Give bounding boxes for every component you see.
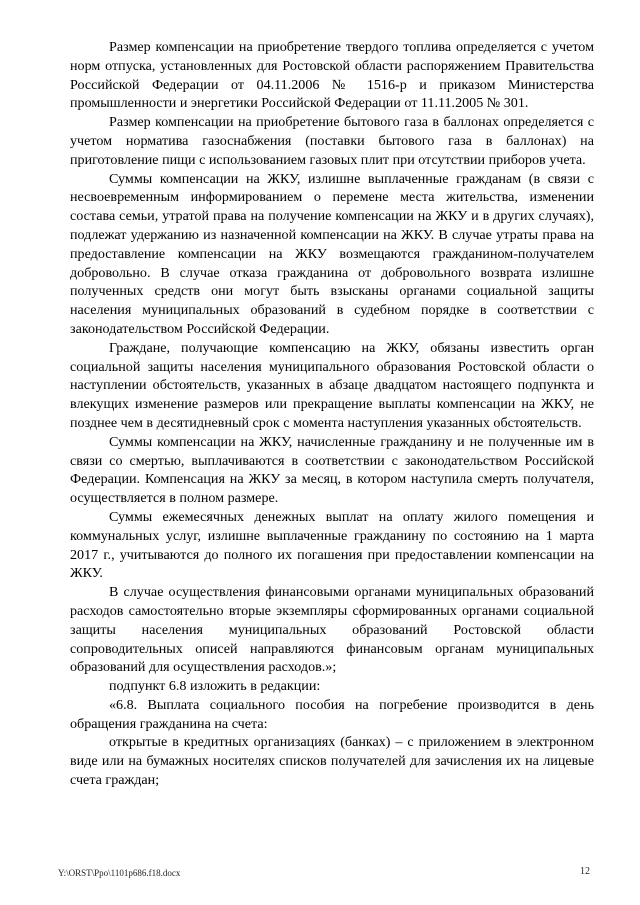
paragraph-burial-allowance: «6.8. Выплата социального пособия на погребение производится в день обращения гражданина на счета:	[70, 696, 594, 732]
footer-file-path: Y:\ORST\Ppo\1101p686.f18.docx	[58, 868, 181, 878]
paragraph-bank-accounts: открытые в кредитных организациях (банках) – с приложением в электронном виде или на бумажных носителях списков получателей для зачисления их на лицевые счета граждан;	[70, 734, 594, 789]
document-body	[70, 38, 594, 790]
paragraph-bottled-gas: Размер компенсации на приобретение бытового газа в баллонах определяется с учетом норматива газоснабжения (поставки бытового газа в баллонах) на приготовление пищи с использованием газовых плит при отсутствии приборов учета.	[70, 114, 594, 168]
paragraph-subclause-6-8: подпункт 6.8 изложить в редакции:	[109, 678, 321, 695]
paragraph-overpaid-amounts: Суммы компенсации на ЖКУ, излишне выплаченные гражданам (в связи с несвоевременным информированием о перемене места жительства, изменении состава семьи, утратой права на получение компенсации на ЖКУ и в других случаях), подлежат удержанию из назначенной компенсации на ЖКУ. В случае утраты права на предоставление компенсации на ЖКУ возмещаются гражданином-получателем добровольно. В случае отказа гражданина от добровольного возврата излишне полученных средств они могут быть взысканы органами социальной защиты населения муниципальных образований в судебном порядке в соответствии с законодательством Российской Федерации.	[70, 170, 594, 337]
paragraph-financial-bodies: В случае осуществления финансовыми органами муниципальных образований расходов самостоятельно вторые экземпляры сформированных органами социальной защиты населения муниципальных образований Ростовской области сопроводительных описей направляются финансовым органам муниципальных образований для осуществления расходов.»;	[70, 584, 594, 676]
paragraph-death-payments: Суммы компенсации на ЖКУ, начисленные гражданину и не полученные им в связи со смертью, выплачиваются в соответствии с законодательством Российской Федерации. Компенсация на ЖКУ за месяц, в котором наступила смерть получателя, осуществляется в полном размере.	[70, 433, 594, 507]
paragraph-solid-fuel: Размер компенсации на приобретение твердого топлива определяется с учетом норм отпуска, установленных для Ростовской области распоряжением Правительства Российской Федерации от 04.11.2006 № 1516-р и приказом Министерства промышленности и энергетики Российской Федерации от 11.11.2005 № 301.	[70, 39, 594, 112]
paragraph-monthly-payments: Суммы ежемесячных денежных выплат на оплату жилого помещения и коммунальных услуг, излишне выплаченные гражданину по состоянию на 1 марта 2017 г., учитываются до полного их погашения при предоставлении компенсации на ЖКУ.	[70, 508, 594, 582]
page-number: 12	[580, 866, 590, 877]
paragraph-notification-duty: Граждане, получающие компенсацию на ЖКУ, обязаны известить орган социальной защиты населения муниципального образования Ростовской области о наступлении обстоятельств, указанных в абзаце двадцатом настоящего подпункта и влекущих изменение размеров или прекращение выплаты компенсации на ЖКУ, не позднее чем в десятидневный срок с момента наступления указанных обстоятельств.	[70, 339, 594, 431]
